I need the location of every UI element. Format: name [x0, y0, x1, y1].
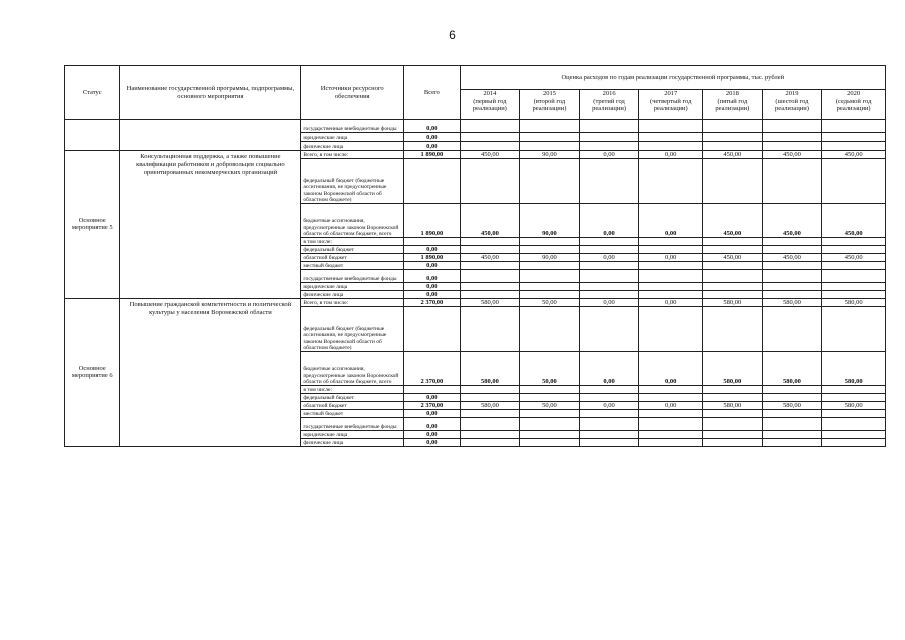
value-cell — [579, 431, 639, 439]
value-cell — [703, 262, 763, 270]
total-cell: 1 890,00 — [404, 151, 461, 159]
value-cell — [460, 291, 520, 299]
value-cell: 50,00 — [520, 299, 580, 307]
header-estimate: Оценка расходов по годам реализации государственной программы, тыс. рублей — [460, 66, 885, 90]
value-cell: 450,00 — [703, 204, 763, 238]
value-cell — [579, 307, 639, 352]
value-cell: 450,00 — [460, 204, 520, 238]
value-cell — [822, 307, 886, 352]
source-cell: физические лица — [301, 439, 404, 447]
value-cell: 0,00 — [579, 151, 639, 159]
value-cell: 450,00 — [762, 151, 822, 159]
value-cell: 580,00 — [822, 299, 886, 307]
total-cell: 0,00 — [404, 418, 461, 431]
value-cell — [520, 386, 580, 394]
value-cell — [822, 418, 886, 431]
header-year-2019 — [762, 90, 822, 120]
value-cell: 580,00 — [703, 299, 763, 307]
value-cell — [639, 262, 703, 270]
total-cell: 0,00 — [404, 262, 461, 270]
header-year-2017 — [639, 90, 703, 120]
value-cell — [639, 394, 703, 402]
value-cell — [639, 283, 703, 291]
value-cell — [703, 142, 763, 151]
value-cell — [579, 386, 639, 394]
total-cell: 0,00 — [404, 283, 461, 291]
value-cell: 90,00 — [520, 151, 580, 159]
total-cell: 0,00 — [404, 270, 461, 283]
value-cell — [460, 246, 520, 254]
value-cell — [822, 386, 886, 394]
value-cell — [762, 133, 822, 142]
value-cell — [762, 410, 822, 418]
value-cell — [822, 238, 886, 246]
value-cell — [822, 291, 886, 299]
value-cell — [460, 283, 520, 291]
value-cell: 580,00 — [822, 402, 886, 410]
source-cell: федеральный бюджет (бюджетные ассигнования, не предусмотренные законом Воронежской области об областном бюджете) — [301, 159, 404, 204]
value-cell — [822, 159, 886, 204]
budget-table — [64, 65, 886, 447]
value-cell — [762, 291, 822, 299]
value-cell — [703, 291, 763, 299]
value-cell — [639, 133, 703, 142]
value-cell: 450,00 — [822, 204, 886, 238]
source-cell: Всего, в том числе: — [301, 151, 404, 159]
value-cell — [520, 238, 580, 246]
source-cell: государственные внебюджетные фонды — [301, 418, 404, 431]
value-cell — [822, 283, 886, 291]
source-cell: юридические лица — [301, 431, 404, 439]
value-cell — [460, 120, 520, 133]
source-cell: местный бюджет — [301, 410, 404, 418]
value-cell: 0,00 — [639, 352, 703, 386]
value-cell: 580,00 — [762, 402, 822, 410]
value-cell — [822, 142, 886, 151]
value-cell — [822, 262, 886, 270]
value-cell — [579, 238, 639, 246]
header-year-2014 — [460, 90, 520, 120]
value-cell — [762, 142, 822, 151]
year-label: 2019 — [785, 90, 799, 97]
value-cell — [520, 418, 580, 431]
source-cell: в том числе: — [301, 238, 404, 246]
year-sub: (третий год реализации) — [592, 97, 627, 112]
value-cell — [520, 159, 580, 204]
value-cell — [579, 291, 639, 299]
status-cell: Основное мероприятие 6 — [65, 299, 120, 447]
year-label: 2014 — [483, 90, 497, 97]
value-cell — [639, 439, 703, 447]
value-cell — [579, 142, 639, 151]
source-cell: государственные внебюджетные фонды — [301, 120, 404, 133]
value-cell: 580,00 — [460, 299, 520, 307]
value-cell — [579, 410, 639, 418]
value-cell — [822, 133, 886, 142]
value-cell: 580,00 — [460, 402, 520, 410]
value-cell — [703, 270, 763, 283]
table-row — [65, 151, 886, 159]
value-cell: 0,00 — [579, 402, 639, 410]
total-cell: 0,00 — [404, 133, 461, 142]
value-cell: 450,00 — [460, 151, 520, 159]
source-cell: физические лица — [301, 142, 404, 151]
value-cell: 0,00 — [639, 204, 703, 238]
header-source: Источники ресурсного обеспечения — [301, 66, 404, 120]
value-cell: 450,00 — [822, 151, 886, 159]
value-cell — [460, 394, 520, 402]
value-cell — [579, 133, 639, 142]
value-cell — [460, 439, 520, 447]
value-cell — [703, 386, 763, 394]
table-row — [65, 299, 886, 307]
source-cell: государственные внебюджетные фонды — [301, 270, 404, 283]
value-cell — [639, 238, 703, 246]
source-cell: юридические лица — [301, 133, 404, 142]
source-cell: Всего, в том числе: — [301, 299, 404, 307]
value-cell: 90,00 — [520, 254, 580, 262]
value-cell — [639, 410, 703, 418]
value-cell: 0,00 — [639, 299, 703, 307]
source-cell: федеральный бюджет — [301, 394, 404, 402]
value-cell — [579, 120, 639, 133]
value-cell — [460, 431, 520, 439]
value-cell: 580,00 — [762, 299, 822, 307]
total-cell: 0,00 — [404, 246, 461, 254]
value-cell — [520, 307, 580, 352]
value-cell: 580,00 — [703, 352, 763, 386]
value-cell — [579, 246, 639, 254]
value-cell — [460, 418, 520, 431]
value-cell: 450,00 — [762, 204, 822, 238]
value-cell — [822, 246, 886, 254]
status-cell: Основное мероприятие 5 — [65, 151, 120, 299]
value-cell — [703, 439, 763, 447]
value-cell: 450,00 — [703, 254, 763, 262]
value-cell: 580,00 — [822, 352, 886, 386]
value-cell — [822, 270, 886, 283]
year-sub: (шестой год реализации) — [774, 97, 809, 112]
value-cell: 0,00 — [579, 352, 639, 386]
source-cell: областной бюджет — [301, 402, 404, 410]
value-cell — [762, 270, 822, 283]
value-cell — [639, 270, 703, 283]
total-cell: 0,00 — [404, 120, 461, 133]
value-cell: 450,00 — [460, 254, 520, 262]
total-cell: 0,00 — [404, 142, 461, 151]
source-cell: бюджетные ассигнования, предусмотренные законом Воронежской области об областном бюджете, всего — [301, 204, 404, 238]
total-cell: 0,00 — [404, 439, 461, 447]
year-label: 2016 — [602, 90, 616, 97]
total-cell: 2 370,00 — [404, 352, 461, 386]
total-cell: 1 890,00 — [404, 254, 461, 262]
value-cell: 0,00 — [579, 254, 639, 262]
value-cell: 0,00 — [579, 204, 639, 238]
value-cell — [822, 410, 886, 418]
value-cell — [762, 120, 822, 133]
value-cell — [460, 270, 520, 283]
value-cell — [762, 283, 822, 291]
value-cell — [703, 133, 763, 142]
value-cell: 580,00 — [460, 352, 520, 386]
source-cell: физические лица — [301, 291, 404, 299]
value-cell — [520, 142, 580, 151]
value-cell: 90,00 — [520, 204, 580, 238]
value-cell — [520, 270, 580, 283]
total-cell: 2 370,00 — [404, 402, 461, 410]
value-cell — [460, 307, 520, 352]
value-cell: 450,00 — [822, 254, 886, 262]
source-cell: федеральный бюджет (бюджетные ассигнования, не предусмотренные законом Воронежской области об областном бюджете) — [301, 307, 404, 352]
value-cell — [639, 418, 703, 431]
value-cell — [762, 159, 822, 204]
value-cell — [703, 307, 763, 352]
value-cell: 0,00 — [639, 254, 703, 262]
name-cell: Повышение гражданской компетентности и политической культуры у населения Воронежской области — [120, 299, 301, 447]
value-cell — [520, 283, 580, 291]
source-cell: федеральный бюджет — [301, 246, 404, 254]
value-cell — [460, 238, 520, 246]
value-cell — [639, 142, 703, 151]
value-cell: 580,00 — [762, 352, 822, 386]
value-cell — [579, 262, 639, 270]
header-year-2015 — [520, 90, 580, 120]
value-cell — [703, 394, 763, 402]
value-cell — [520, 439, 580, 447]
value-cell — [822, 431, 886, 439]
source-cell: в том числе: — [301, 386, 404, 394]
value-cell — [639, 120, 703, 133]
value-cell — [460, 133, 520, 142]
value-cell — [639, 291, 703, 299]
value-cell — [762, 386, 822, 394]
value-cell — [703, 418, 763, 431]
total-cell — [404, 386, 461, 394]
value-cell: 0,00 — [639, 402, 703, 410]
value-cell — [639, 246, 703, 254]
value-cell: 580,00 — [703, 402, 763, 410]
value-cell — [703, 283, 763, 291]
source-cell: бюджетные ассигнования, предусмотренные законом Воронежской области об областном бюджете, всего — [301, 352, 404, 386]
value-cell — [460, 386, 520, 394]
year-sub: (пятый год реализации) — [715, 97, 750, 112]
name-cell: Консультационная поддержка, а также повышение квалификации работников и добровольцев социально ориентированных некоммерческих организаций — [120, 151, 301, 299]
value-cell — [579, 418, 639, 431]
total-cell — [404, 238, 461, 246]
value-cell — [460, 262, 520, 270]
value-cell — [520, 262, 580, 270]
year-label: 2020 — [847, 90, 861, 97]
value-cell: 0,00 — [579, 299, 639, 307]
value-cell — [762, 418, 822, 431]
value-cell — [460, 410, 520, 418]
value-cell — [703, 410, 763, 418]
value-cell — [762, 394, 822, 402]
value-cell — [639, 431, 703, 439]
value-cell — [460, 142, 520, 151]
value-cell — [703, 120, 763, 133]
value-cell — [703, 246, 763, 254]
value-cell — [822, 394, 886, 402]
value-cell — [520, 431, 580, 439]
source-cell: местный бюджет — [301, 262, 404, 270]
value-cell — [520, 246, 580, 254]
value-cell — [762, 246, 822, 254]
value-cell — [762, 439, 822, 447]
status-cell — [65, 120, 120, 151]
page-number: 6 — [449, 28, 456, 42]
year-sub: (седьмой год реализации) — [835, 97, 872, 112]
value-cell: 50,00 — [520, 352, 580, 386]
value-cell — [520, 394, 580, 402]
value-cell — [703, 238, 763, 246]
value-cell: 450,00 — [703, 151, 763, 159]
total-cell — [404, 307, 461, 352]
name-cell — [120, 120, 301, 151]
value-cell — [520, 120, 580, 133]
header-year-2018 — [703, 90, 763, 120]
source-cell: областной бюджет — [301, 254, 404, 262]
value-cell — [703, 431, 763, 439]
value-cell — [579, 270, 639, 283]
year-label: 2015 — [542, 90, 556, 97]
total-cell: 0,00 — [404, 410, 461, 418]
header-name: Наименование государственной программы, подпрограммы, основного мероприятия — [120, 66, 301, 120]
value-cell — [762, 307, 822, 352]
total-cell — [404, 159, 461, 204]
value-cell: 0,00 — [639, 151, 703, 159]
value-cell: 450,00 — [762, 254, 822, 262]
value-cell — [579, 159, 639, 204]
value-cell — [639, 307, 703, 352]
value-cell — [579, 283, 639, 291]
year-label: 2017 — [664, 90, 678, 97]
value-cell — [639, 386, 703, 394]
header-year-2020 — [822, 90, 886, 120]
value-cell: 50,00 — [520, 402, 580, 410]
value-cell — [520, 410, 580, 418]
value-cell — [822, 439, 886, 447]
value-cell — [822, 120, 886, 133]
total-cell: 0,00 — [404, 394, 461, 402]
year-label: 2018 — [725, 90, 739, 97]
value-cell — [762, 238, 822, 246]
header-year-2016 — [579, 90, 639, 120]
total-cell: 0,00 — [404, 431, 461, 439]
value-cell — [579, 439, 639, 447]
value-cell — [520, 133, 580, 142]
header-total: Всего — [404, 66, 461, 120]
total-cell: 2 370,00 — [404, 299, 461, 307]
value-cell — [639, 159, 703, 204]
table-row — [65, 120, 886, 133]
value-cell — [762, 431, 822, 439]
year-sub: (первый год реализации) — [472, 97, 507, 112]
source-cell: юридические лица — [301, 283, 404, 291]
value-cell — [520, 291, 580, 299]
total-cell: 0,00 — [404, 291, 461, 299]
value-cell — [762, 262, 822, 270]
header-status: Статус — [65, 66, 120, 120]
year-sub: (четвертый год реализации) — [649, 97, 692, 112]
value-cell — [460, 159, 520, 204]
value-cell — [703, 159, 763, 204]
value-cell — [579, 394, 639, 402]
year-sub: (второй год реализации) — [532, 97, 567, 112]
total-cell: 1 890,00 — [404, 204, 461, 238]
